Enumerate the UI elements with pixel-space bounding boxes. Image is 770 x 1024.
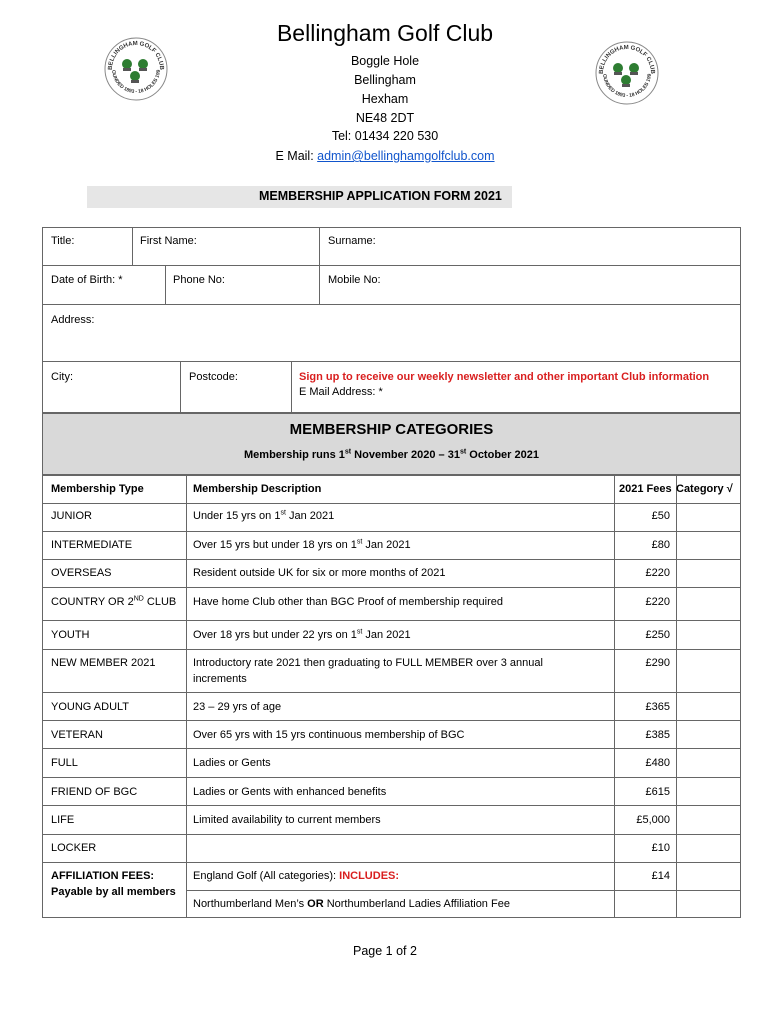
category-checkbox-new-member[interactable]: [677, 650, 740, 691]
table-row-type: NEW MEMBER 2021: [51, 657, 156, 669]
table-row-type: LIFE: [51, 814, 75, 826]
logo-bottom-text: OUNDED 1893 - 18 HOLES 199: [600, 73, 654, 100]
table-row-desc: Over 18 yrs but under 22 yrs on 1st Jan 2021: [193, 628, 411, 641]
col-header-category: Category √: [676, 483, 733, 495]
title-field[interactable]: Title:: [51, 235, 75, 247]
page-number: Page 1 of 2: [353, 944, 417, 958]
category-checkbox-locker[interactable]: [677, 835, 740, 861]
logo-top-text: BELLINGHAM GOLF CLUB: [107, 40, 165, 71]
form-title: MEMBERSHIP APPLICATION FORM 2021: [259, 189, 502, 203]
table-row-type: INTERMEDIATE: [51, 539, 133, 551]
table-row-desc-line2: increments: [193, 673, 247, 685]
club-email-label: E Mail:: [275, 149, 318, 163]
table-row-desc: Have home Club other than BGC Proof of membership required: [193, 596, 503, 608]
table-row-type: LOCKER: [51, 842, 97, 854]
table-row-type: YOUNG ADULT: [51, 701, 130, 713]
category-checkbox-junior[interactable]: [677, 504, 740, 530]
club-logo-left: [103, 36, 169, 102]
category-checkbox-full[interactable]: [677, 749, 740, 776]
table-row-type: JUNIOR: [51, 510, 92, 522]
address-line-4: NE48 2DT: [355, 111, 415, 125]
club-logo-right: [594, 40, 660, 106]
email-address-field[interactable]: E Mail Address: *: [299, 386, 383, 398]
table-row-desc: Ladies or Gents: [193, 757, 271, 769]
affiliation-note: Payable by all members: [51, 886, 176, 898]
club-email-line: [0, 149, 770, 163]
category-checkbox-friend[interactable]: [677, 778, 740, 804]
affiliation-desc: England Golf (All categories): INCLUDES:: [193, 870, 400, 882]
membership-period: Membership runs 1st November 2020 – 31st October 2021: [244, 448, 539, 461]
table-row-desc: Over 15 yrs but under 18 yrs on 1st Jan 2021: [193, 538, 411, 551]
category-checkbox-veteran[interactable]: [677, 721, 740, 747]
address-line-1: Boggle Hole: [350, 54, 420, 68]
col-header-description: Membership Description: [193, 483, 322, 495]
table-row-fee: £250: [645, 629, 670, 641]
table-row-fee: £290: [645, 657, 670, 669]
table-row-fee: £220: [645, 567, 670, 579]
logo-top-text: BELLINGHAM GOLF CLUB: [598, 44, 656, 75]
phone-field[interactable]: Phone No:: [173, 274, 225, 286]
address-field[interactable]: Address:: [51, 314, 95, 326]
table-row-fee: £480: [645, 757, 670, 769]
table-row-fee: £80: [651, 539, 670, 551]
table-row-desc: Introductory rate 2021 then graduating to FULL MEMBER over 3 annual: [193, 657, 543, 669]
dob-field[interactable]: Date of Birth: *: [51, 274, 123, 286]
table-row-desc: Over 65 yrs with 15 yrs continuous membership of BGC: [193, 729, 465, 741]
table-row-desc: Limited availability to current members: [193, 814, 381, 826]
table-row-fee: £5,000: [636, 814, 670, 826]
table-row-type: FULL: [51, 757, 78, 769]
club-email-link[interactable]: admin@bellinghamgolfclub.com: [317, 149, 495, 163]
table-row-desc: 23 – 29 yrs of age: [193, 701, 282, 713]
affiliation-includes: INCLUDES:: [339, 870, 400, 882]
col-header-fees: 2021 Fees: [619, 483, 672, 495]
address-line-3: Hexham: [361, 92, 409, 106]
city-field[interactable]: City:: [51, 371, 73, 383]
table-row-desc: Ladies or Gents with enhanced benefits: [193, 786, 387, 798]
first-name-field[interactable]: First Name:: [140, 235, 197, 247]
table-row-fee: £615: [645, 786, 670, 798]
newsletter-signup-text: Sign up to receive our weekly newsletter and other important Club information: [299, 371, 710, 383]
table-row-fee: £10: [651, 842, 670, 854]
category-checkbox-youth[interactable]: [677, 621, 740, 648]
affiliation-fee: £14: [651, 870, 670, 882]
affiliation-desc-2: Northumberland Men’s OR Northumberland Ladies Affiliation Fee: [193, 898, 510, 910]
category-checkbox-young-adult[interactable]: [677, 693, 740, 719]
table-row-desc: Resident outside UK for six or more months of 2021: [193, 567, 446, 579]
category-checkbox-overseas[interactable]: [677, 560, 740, 586]
club-name: Bellingham Golf Club: [276, 20, 494, 46]
category-checkbox-intermediate[interactable]: [677, 532, 740, 558]
table-row-type: FRIEND OF BGC: [51, 786, 138, 798]
table-row-fee: £385: [645, 729, 670, 741]
address-line-2: Bellingham: [354, 73, 416, 87]
table-row-type: COUNTRY OR 2ND CLUB: [51, 595, 177, 608]
table-row-desc: Under 15 yrs on 1st Jan 2021: [193, 509, 335, 522]
club-phone: Tel: 01434 220 530: [331, 129, 439, 143]
category-checkbox-life[interactable]: [677, 806, 740, 833]
col-header-type: Membership Type: [51, 483, 144, 495]
table-row-fee: £50: [651, 510, 670, 522]
table-row-fee: £220: [645, 596, 670, 608]
table-row-fee: £365: [645, 701, 670, 713]
form-title-bar: [87, 186, 512, 208]
table-row-type: VETERAN: [51, 729, 103, 741]
categories-heading: MEMBERSHIP CATEGORIES: [289, 421, 494, 438]
table-row-type: YOUTH: [51, 629, 90, 641]
affiliation-label: AFFILIATION FEES:: [51, 870, 155, 882]
postcode-field[interactable]: Postcode:: [189, 371, 238, 383]
surname-field[interactable]: Surname:: [328, 235, 376, 247]
table-row-type: OVERSEAS: [51, 567, 112, 579]
logo-bottom-text: OUNDED 1893 - 18 HOLES 199: [109, 69, 163, 96]
category-checkbox-country[interactable]: [677, 588, 740, 619]
applicant-details-table: [42, 227, 741, 413]
mobile-field[interactable]: Mobile No:: [328, 274, 381, 286]
